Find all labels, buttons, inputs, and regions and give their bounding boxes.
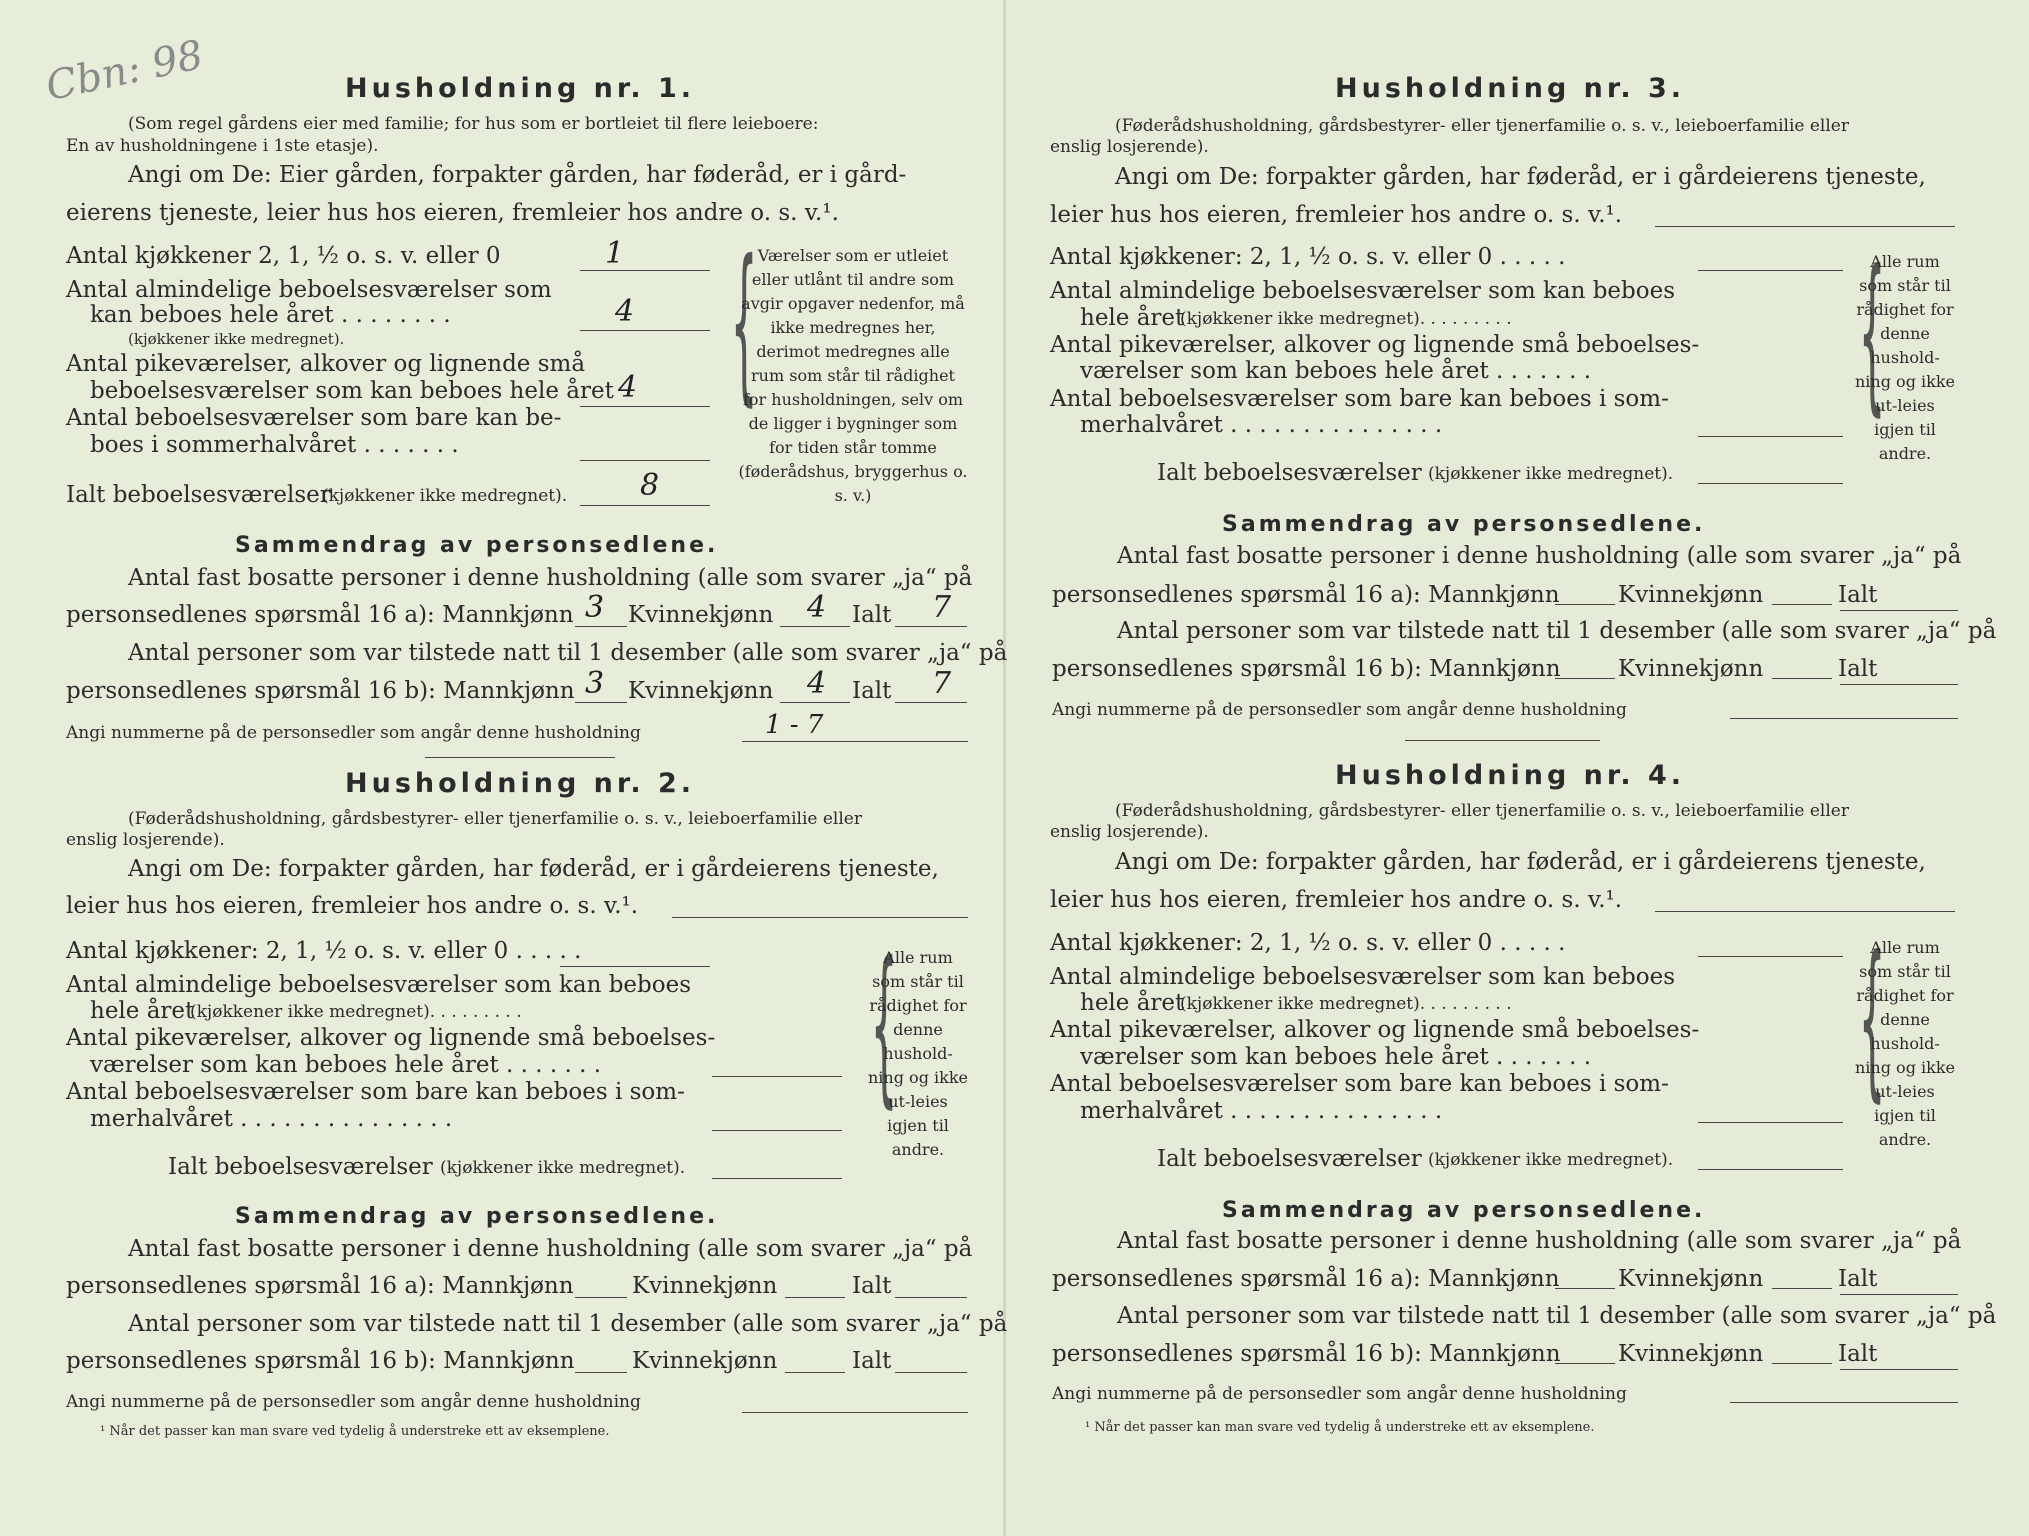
h4-brace: { xyxy=(1858,920,1886,1118)
h3-summer-label-a: Antal beboelsesværelser som bare kan beboes i som- xyxy=(1050,386,1669,412)
h1-s1-female-label: Kvinnekjønn xyxy=(628,602,774,628)
h1-summer-line xyxy=(580,460,710,461)
h3-s1-line-a: Antal fast bosatte personer i denne husholdning (alle som svarer „ja“ på xyxy=(1117,543,1962,569)
h1-maid-value[interactable]: 4 xyxy=(618,370,638,405)
h2-total-note: (kjøkkener ikke medregnet). xyxy=(440,1158,686,1178)
h3-kitchens-line[interactable] xyxy=(1698,270,1843,271)
h2-s2-total-label: Ialt xyxy=(852,1348,892,1374)
h4-intro-1: (Føderådshusholdning, gårdsbestyrer- eller tjenerfamilie o. s. v., leieboerfamilie eller xyxy=(1115,801,1849,821)
h4-kitchens-label: Antal kjøkkener: 2, 1, ½ o. s. v. eller 0 . . . . . xyxy=(1050,930,1566,956)
h3-maid-label-a: Antal pikeværelser, alkover og lignende små beboelses- xyxy=(1050,332,1700,358)
h1-rooms-line xyxy=(580,330,710,331)
footnote-right: ¹ Når det passer kan man svare ved tydelig å understreke ett av eksemplene. xyxy=(1085,1420,1595,1435)
h1-s1-total[interactable]: 7 xyxy=(932,590,952,625)
h3-kitchens-label: Antal kjøkkener: 2, 1, ½ o. s. v. eller 0 . . . . . xyxy=(1050,244,1566,270)
h4-title: Husholdning nr. 4. xyxy=(1335,760,1686,791)
h4-s2-female-label: Kvinnekjønn xyxy=(1618,1341,1764,1367)
h2-summary-title: Sammendrag av personsedlene. xyxy=(235,1204,719,1229)
h3-s1-female-line[interactable] xyxy=(1772,604,1832,605)
h1-s1-line-b: personsedlenes spørsmål 16 a): Mannkjønn xyxy=(66,602,574,628)
h2-total-line[interactable] xyxy=(712,1178,842,1179)
h4-summary-title: Sammendrag av personsedlene. xyxy=(1222,1198,1706,1223)
h2-maid-label-b: værelser som kan beboes hele året . . . . . . . xyxy=(90,1052,602,1078)
h2-kitchens-label: Antal kjøkkener: 2, 1, ½ o. s. v. eller 0 . . . . . xyxy=(66,938,582,964)
h1-summer-label-a: Antal beboelsesværelser som bare kan be- xyxy=(66,405,562,431)
h4-total-line[interactable] xyxy=(1698,1169,1843,1170)
h3-intro-2: enslig losjerende). xyxy=(1050,137,1209,157)
h4-s1-female-label: Kvinnekjønn xyxy=(1618,1266,1764,1292)
h1-s2-female[interactable]: 4 xyxy=(807,666,827,701)
h1-numbers-value[interactable]: 1 - 7 xyxy=(765,710,824,740)
h4-s2-line-a: Antal personer som var tilstede natt til 1 desember (alle som svarer „ja“ på xyxy=(1117,1303,1997,1329)
h1-angi-2: eierens tjeneste, leier hus hos eieren, fremleier hos andre o. s. v.¹. xyxy=(66,200,839,226)
h3-maid-label-b: værelser som kan beboes hele året . . . . . . . xyxy=(1080,358,1592,384)
h2-s1-line-b: personsedlenes spørsmål 16 a): Mannkjønn xyxy=(66,1273,574,1299)
h4-rooms-label-c: (kjøkkener ikke medregnet). . . . . . . . . xyxy=(1180,994,1512,1014)
h3-s1-female-label: Kvinnekjønn xyxy=(1618,582,1764,608)
footnote-left: ¹ Når det passer kan man svare ved tydelig å understreke ett av eksemplene. xyxy=(100,1424,610,1439)
h4-s1-female-line[interactable] xyxy=(1772,1288,1832,1289)
h1-maid-label-b: beboelsesværelser som kan beboes hele året xyxy=(90,378,614,404)
h3-total-note: (kjøkkener ikke medregnet). xyxy=(1428,464,1674,484)
h1-s1-total-label: Ialt xyxy=(852,602,892,628)
h1-s1-male[interactable]: 3 xyxy=(585,590,605,625)
h4-rooms-label-b: hele året xyxy=(1080,990,1185,1016)
h4-summer-label-a: Antal beboelsesværelser som bare kan beboes i som- xyxy=(1050,1071,1669,1097)
h3-brace: { xyxy=(1858,234,1886,432)
h1-s2-line-a: Antal personer som var tilstede natt til 1 desember (alle som svarer „ja“ på xyxy=(128,640,1008,666)
h1-s2-total-label: Ialt xyxy=(852,678,892,704)
h3-summer-label-b: merhalvåret . . . . . . . . . . . . . . . xyxy=(1080,412,1443,438)
h4-s2-total-line[interactable] xyxy=(1840,1369,1958,1370)
h4-s1-total-label: Ialt xyxy=(1838,1266,1878,1292)
h2-summer-line[interactable] xyxy=(712,1130,842,1131)
h3-summer-line[interactable] xyxy=(1698,436,1843,437)
h1-summary-title: Sammendrag av personsedlene. xyxy=(235,533,719,558)
h3-rooms-label-a: Antal almindelige beboelsesværelser som kan beboes xyxy=(1050,278,1676,304)
corner-note: Cbn: 98 xyxy=(41,31,208,111)
h2-summer-label-b: merhalvåret . . . . . . . . . . . . . . . xyxy=(90,1106,453,1132)
h3-s2-female-label: Kvinnekjønn xyxy=(1618,656,1764,682)
h4-angi-answer-line[interactable] xyxy=(1655,911,1955,912)
h1-s2-total[interactable]: 7 xyxy=(932,666,952,701)
h2-numbers-label: Angi nummerne på de personsedler som angår denne husholdning xyxy=(66,1392,641,1412)
h2-s1-female-line[interactable] xyxy=(785,1297,845,1298)
h4-side-note: Alle rum som står til rådighet for denne hushold-ning og ikke ut-leies igjen til andre. xyxy=(1855,938,1955,1149)
h4-summer-line[interactable] xyxy=(1698,1122,1843,1123)
h3-s2-female-line[interactable] xyxy=(1772,678,1832,679)
h2-angi-1: Angi om De: forpakter gården, har føderåd, er i gårdeierens tjeneste, xyxy=(128,856,939,882)
h2-s1-male-line[interactable] xyxy=(575,1297,627,1298)
h4-angi-1: Angi om De: forpakter gården, har føderåd, er i gårdeierens tjeneste, xyxy=(1115,849,1926,875)
h1-total-note: (kjøkkener ikke medregnet). xyxy=(322,486,568,506)
h2-title: Husholdning nr. 2. xyxy=(345,768,696,799)
h1-numbers-line xyxy=(742,741,968,742)
h4-angi-2: leier hus hos eieren, fremleier hos andre o. s. v.¹. xyxy=(1050,887,1623,913)
h3-side-note: Alle rum som står til rådighet for denne hushold-ning og ikke ut-leies igjen til andre. xyxy=(1855,252,1955,463)
h2-brace: { xyxy=(870,926,898,1124)
h2-s2-total-line[interactable] xyxy=(895,1372,967,1373)
h1-kitchens-line xyxy=(580,270,710,271)
h1-maid-label-a: Antal pikeværelser, alkover og lignende små xyxy=(66,351,586,377)
h3-numbers-line[interactable] xyxy=(1730,718,1958,719)
h3-summary-title: Sammendrag av personsedlene. xyxy=(1222,512,1706,537)
h4-s1-total-line[interactable] xyxy=(1840,1294,1958,1295)
h1-s1-male-line xyxy=(575,626,627,627)
h4-numbers-label: Angi nummerne på de personsedler som angår denne husholdning xyxy=(1052,1384,1627,1404)
h2-total-label: Ialt beboelsesværelser xyxy=(168,1154,433,1180)
h2-angi-answer-line[interactable] xyxy=(672,917,968,918)
h3-s2-line-b: personsedlenes spørsmål 16 b): Mannkjønn xyxy=(1052,656,1561,682)
h3-s2-line-a: Antal personer som var tilstede natt til 1 desember (alle som svarer „ja“ på xyxy=(1117,618,1997,644)
h1-kitchens-label: Antal kjøkkener 2, 1, ½ o. s. v. eller 0 xyxy=(66,243,501,269)
h4-total-label: Ialt beboelsesværelser xyxy=(1157,1146,1422,1172)
h1-kitchens-value[interactable]: 1 xyxy=(605,236,625,271)
h4-s1-line-a: Antal fast bosatte personer i denne husholdning (alle som svarer „ja“ på xyxy=(1117,1228,1962,1254)
h4-summer-label-b: merhalvåret . . . . . . . . . . . . . . . xyxy=(1080,1098,1443,1124)
h4-s2-line-b: personsedlenes spørsmål 16 b): Mannkjønn xyxy=(1052,1341,1561,1367)
h2-s2-line-a: Antal personer som var tilstede natt til 1 desember (alle som svarer „ja“ på xyxy=(128,1311,1008,1337)
h2-numbers-line[interactable] xyxy=(742,1412,968,1413)
h1-title: Husholdning nr. 1. xyxy=(345,73,696,104)
h1-rooms-label-c: (kjøkkener ikke medregnet). xyxy=(128,330,345,348)
h2-side-note: Alle rum som står til rådighet for denne hushold-ning og ikke ut-leies igjen til andre. xyxy=(868,948,968,1159)
h1-total-line xyxy=(580,505,710,506)
h3-angi-2: leier hus hos eieren, fremleier hos andre o. s. v.¹. xyxy=(1050,202,1623,228)
h1-intro-2: En av husholdningene i 1ste etasje). xyxy=(66,136,379,156)
h1-s1-female[interactable]: 4 xyxy=(807,590,827,625)
h4-numbers-line[interactable] xyxy=(1730,1402,1958,1403)
h2-maid-line[interactable] xyxy=(712,1076,842,1077)
h1-s1-total-line xyxy=(895,626,967,627)
h3-total-line[interactable] xyxy=(1698,483,1843,484)
h4-intro-2: enslig losjerende). xyxy=(1050,822,1209,842)
h3-separator xyxy=(1405,740,1600,741)
h1-s2-line-b: personsedlenes spørsmål 16 b): Mannkjønn xyxy=(66,678,575,704)
h3-s1-line-b: personsedlenes spørsmål 16 a): Mannkjønn xyxy=(1052,582,1560,608)
page-fold xyxy=(1003,0,1006,1536)
h2-s2-line-b: personsedlenes spørsmål 16 b): Mannkjønn xyxy=(66,1348,575,1374)
h1-numbers-label: Angi nummerne på de personsedler som angår denne husholdning xyxy=(66,723,641,743)
h1-brace: { xyxy=(730,224,758,422)
h2-s2-female-label: Kvinnekjønn xyxy=(632,1348,778,1374)
h2-s1-total-label: Ialt xyxy=(852,1273,892,1299)
h4-total-note: (kjøkkener ikke medregnet). xyxy=(1428,1150,1674,1170)
h2-intro-1: (Føderådshusholdning, gårdsbestyrer- eller tjenerfamilie o. s. v., leieboerfamilie eller xyxy=(128,809,862,829)
h4-s2-male-line[interactable] xyxy=(1555,1363,1615,1364)
h2-rooms-label-b: hele året xyxy=(90,998,195,1024)
h2-s1-line-a: Antal fast bosatte personer i denne husholdning (alle som svarer „ja“ på xyxy=(128,1236,973,1262)
h2-maid-label-a: Antal pikeværelser, alkover og lignende små beboelses- xyxy=(66,1025,716,1051)
h1-summer-label-b: boes i sommerhalvåret . . . . . . . xyxy=(90,432,459,458)
h4-s2-total-label: Ialt xyxy=(1838,1341,1878,1367)
h4-s1-line-b: personsedlenes spørsmål 16 a): Mannkjønn xyxy=(1052,1266,1560,1292)
h3-s1-male-line[interactable] xyxy=(1555,604,1615,605)
h3-s2-total-line[interactable] xyxy=(1840,684,1958,685)
h1-total-label: Ialt beboelsesværelser xyxy=(66,482,331,508)
h4-kitchens-line[interactable] xyxy=(1698,956,1843,957)
h3-s1-total-label: Ialt xyxy=(1838,582,1878,608)
h1-intro-1: (Som regel gårdens eier med familie; for hus som er bortleiet til flere leieboere: xyxy=(128,114,819,134)
h1-s2-male-line xyxy=(575,702,627,703)
h3-title: Husholdning nr. 3. xyxy=(1335,73,1686,104)
h4-s2-female-line[interactable] xyxy=(1772,1363,1832,1364)
h1-s1-line-a: Antal fast bosatte personer i denne husholdning (alle som svarer „ja“ på xyxy=(128,565,973,591)
h1-rooms-label-b: kan beboes hele året . . . . . . . . xyxy=(90,302,451,328)
h1-rooms-label-a: Antal almindelige beboelsesværelser som xyxy=(66,277,552,303)
h3-angi-answer-line[interactable] xyxy=(1655,226,1955,227)
h1-rooms-value[interactable]: 4 xyxy=(615,294,635,329)
h2-angi-2: leier hus hos eieren, fremleier hos andre o. s. v.¹. xyxy=(66,893,639,919)
h1-angi-1: Angi om De: Eier gården, forpakter gården, har føderåd, er i gård- xyxy=(128,162,907,188)
h2-rooms-label-c: (kjøkkener ikke medregnet). . . . . . . . . xyxy=(190,1002,522,1022)
h2-intro-2: enslig losjerende). xyxy=(66,830,225,850)
h1-s2-male[interactable]: 3 xyxy=(585,666,605,701)
h2-kitchens-line[interactable] xyxy=(560,966,710,967)
h1-maid-line xyxy=(580,406,710,407)
h4-maid-label-a: Antal pikeværelser, alkover og lignende små beboelses- xyxy=(1050,1017,1700,1043)
h2-s2-female-line[interactable] xyxy=(785,1372,845,1373)
h3-rooms-label-b: hele året xyxy=(1080,305,1185,331)
h3-angi-1: Angi om De: forpakter gården, har føderåd, er i gårdeierens tjeneste, xyxy=(1115,164,1926,190)
h2-summer-label-a: Antal beboelsesværelser som bare kan beboes i som- xyxy=(66,1079,685,1105)
h2-rooms-label-a: Antal almindelige beboelsesværelser som kan beboes xyxy=(66,972,692,998)
h2-s2-male-line[interactable] xyxy=(575,1372,627,1373)
h3-intro-1: (Føderådshusholdning, gårdsbestyrer- eller tjenerfamilie o. s. v., leieboerfamilie eller xyxy=(1115,116,1849,136)
h4-rooms-label-a: Antal almindelige beboelsesværelser som kan beboes xyxy=(1050,964,1676,990)
h4-maid-label-b: værelser som kan beboes hele året . . . . . . . xyxy=(1080,1044,1592,1070)
h3-rooms-label-c: (kjøkkener ikke medregnet). . . . . . . . . xyxy=(1180,309,1512,329)
h1-s1-female-line xyxy=(780,626,850,627)
h1-side-note: Værelser som er utleiet eller utlånt til andre som avgir opgaver nedenfor, må ikke medregnes her, derimot medregnes alle rum som står til rådighet for husholdningen, selv om de ligger i bygninger som for tiden står tomme (føderådshus, bryggerhus o. s. v.) xyxy=(738,246,968,505)
h2-s1-total-line[interactable] xyxy=(895,1297,967,1298)
h3-total-label: Ialt beboelsesværelser xyxy=(1157,460,1422,486)
h3-s2-male-line[interactable] xyxy=(1555,678,1615,679)
h1-separator xyxy=(425,757,615,758)
h1-s2-female-label: Kvinnekjønn xyxy=(628,678,774,704)
h3-s1-total-line[interactable] xyxy=(1840,610,1958,611)
h3-s2-total-label: Ialt xyxy=(1838,656,1878,682)
h3-numbers-label: Angi nummerne på de personsedler som angår denne husholdning xyxy=(1052,700,1627,720)
h1-total-value[interactable]: 8 xyxy=(640,468,660,503)
h2-s1-female-label: Kvinnekjønn xyxy=(632,1273,778,1299)
h1-s2-total-line xyxy=(895,702,967,703)
h1-s2-female-line xyxy=(780,702,850,703)
h4-s1-male-line[interactable] xyxy=(1555,1288,1615,1289)
